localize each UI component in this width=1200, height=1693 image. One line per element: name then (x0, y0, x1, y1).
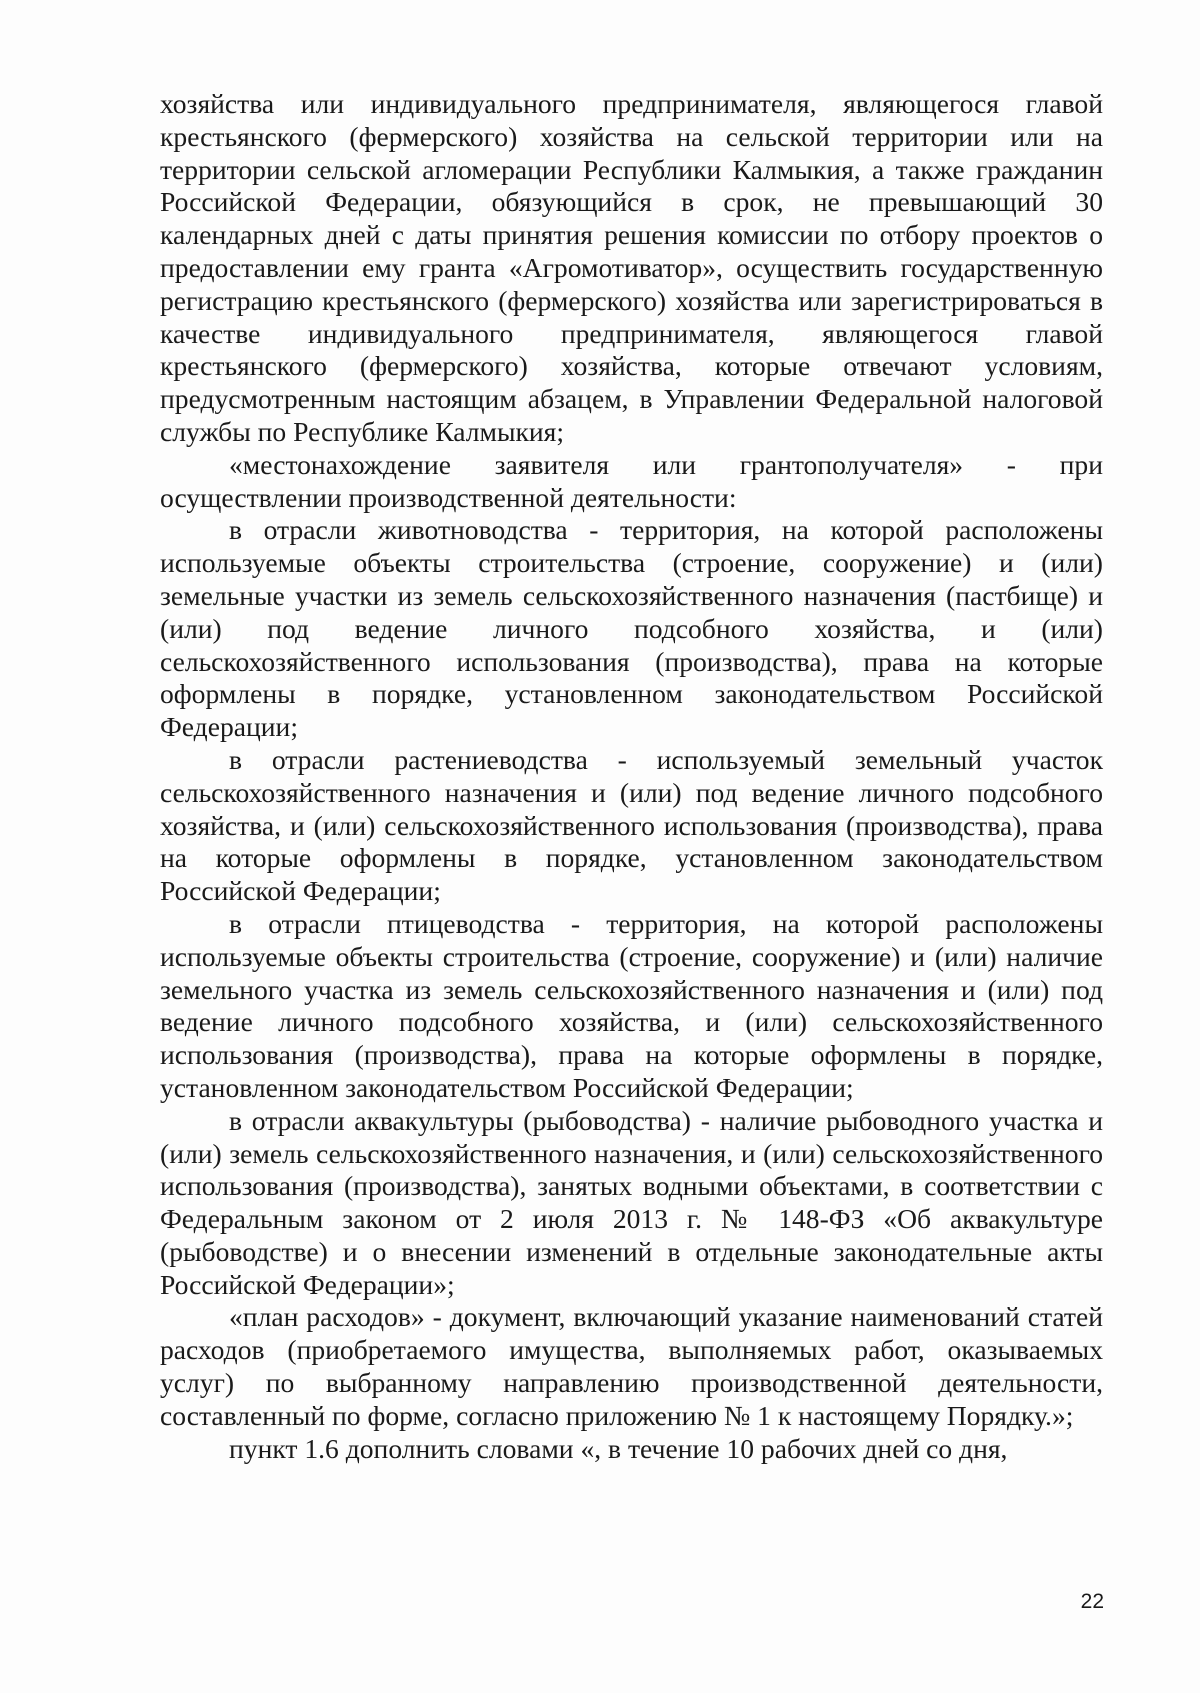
paragraph-clause-1-6: пункт 1.6 дополнить словами «, в течение 10 рабочих дней со дня, (229, 1432, 1008, 1464)
paragraph-continuation: хозяйства или индивидуального предпринимателя, являющегося главой крестьянского (фермерского) хозяйства на сельской территории или на территории сельской агломерации Республики Калмыкия, а также гражданин Российской Федерации, обязующийся в срок, не превышающий 30 календарных дней с даты принятия решения комиссии по отбору проектов о предоставлении ему гранта «Агромотиватор», осуществить государственную регистрацию крестьянского (фермерского) хозяйства или зарегистрироваться в качестве индивидуального предпринимателя, являющегося главой крестьянского (фермерского) хозяйства, которые отвечают условиям, предусмотренным настоящим абзацем, в Управлении Федеральной налоговой службы по Республике Калмыкия; (160, 88, 1103, 447)
paragraph-location-definition: «местонахождение заявителя или грантополучателя» - при осуществлении производственной деятельности: (160, 448, 1103, 513)
paragraph-expense-plan: «план расходов» - документ, включающий указание наименований статей расходов (приобретаемого имущества, выполняемых работ, оказываемых услуг) по выбранному направлению производственной деятельности, составленный по форме, согласно приложению № 1 к настоящему Порядку.»; (160, 1301, 1103, 1431)
document-body (160, 88, 1103, 1465)
page-number: 22 (1080, 1590, 1104, 1613)
paragraph-crop-production: в отрасли растениеводства - используемый земельный участок сельскохозяйственного назначения и (или) под ведение личного подсобного хозяйства, и (или) сельскохозяйственного использования (производства), права на которые оформлены в порядке, установленном законодательством Российской Федерации; (160, 743, 1103, 907)
paragraph-livestock: в отрасли животноводства - территория, на которой расположены используемые объекты строительства (строение, сооружение) и (или) земельные участки из земель сельскохозяйственного назначения (пастбище) и (или) под ведение личного подсобного хозяйства, и (или) сельскохозяйственного использования (производства), права на которые оформлены в порядке, установленном законодательством Российской Федерации; (160, 514, 1103, 743)
paragraph-aquaculture: в отрасли аквакультуры (рыбоводства) - наличие рыбоводного участка и (или) земель сельскохозяйственного назначения, и (или) сельскохозяйственного использования (производства), занятых водными объектами, в соответствии с Федеральным законом от 2 июля 2013 г. № 148-ФЗ «Об аквакультуре (рыбоводстве) и о внесении изменений в отдельные законодательные акты Российской Федерации»; (160, 1104, 1103, 1300)
paragraph-poultry: в отрасли птицеводства - территория, на которой расположены используемые объекты строительства (строение, сооружение) и (или) наличие земельного участка из земель сельскохозяйственного назначения и (или) под ведение личного подсобного хозяйства, и (или) сельскохозяйственного использования (производства), права на которые оформлены в порядке, установленном законодательством Российской Федерации; (160, 907, 1103, 1103)
